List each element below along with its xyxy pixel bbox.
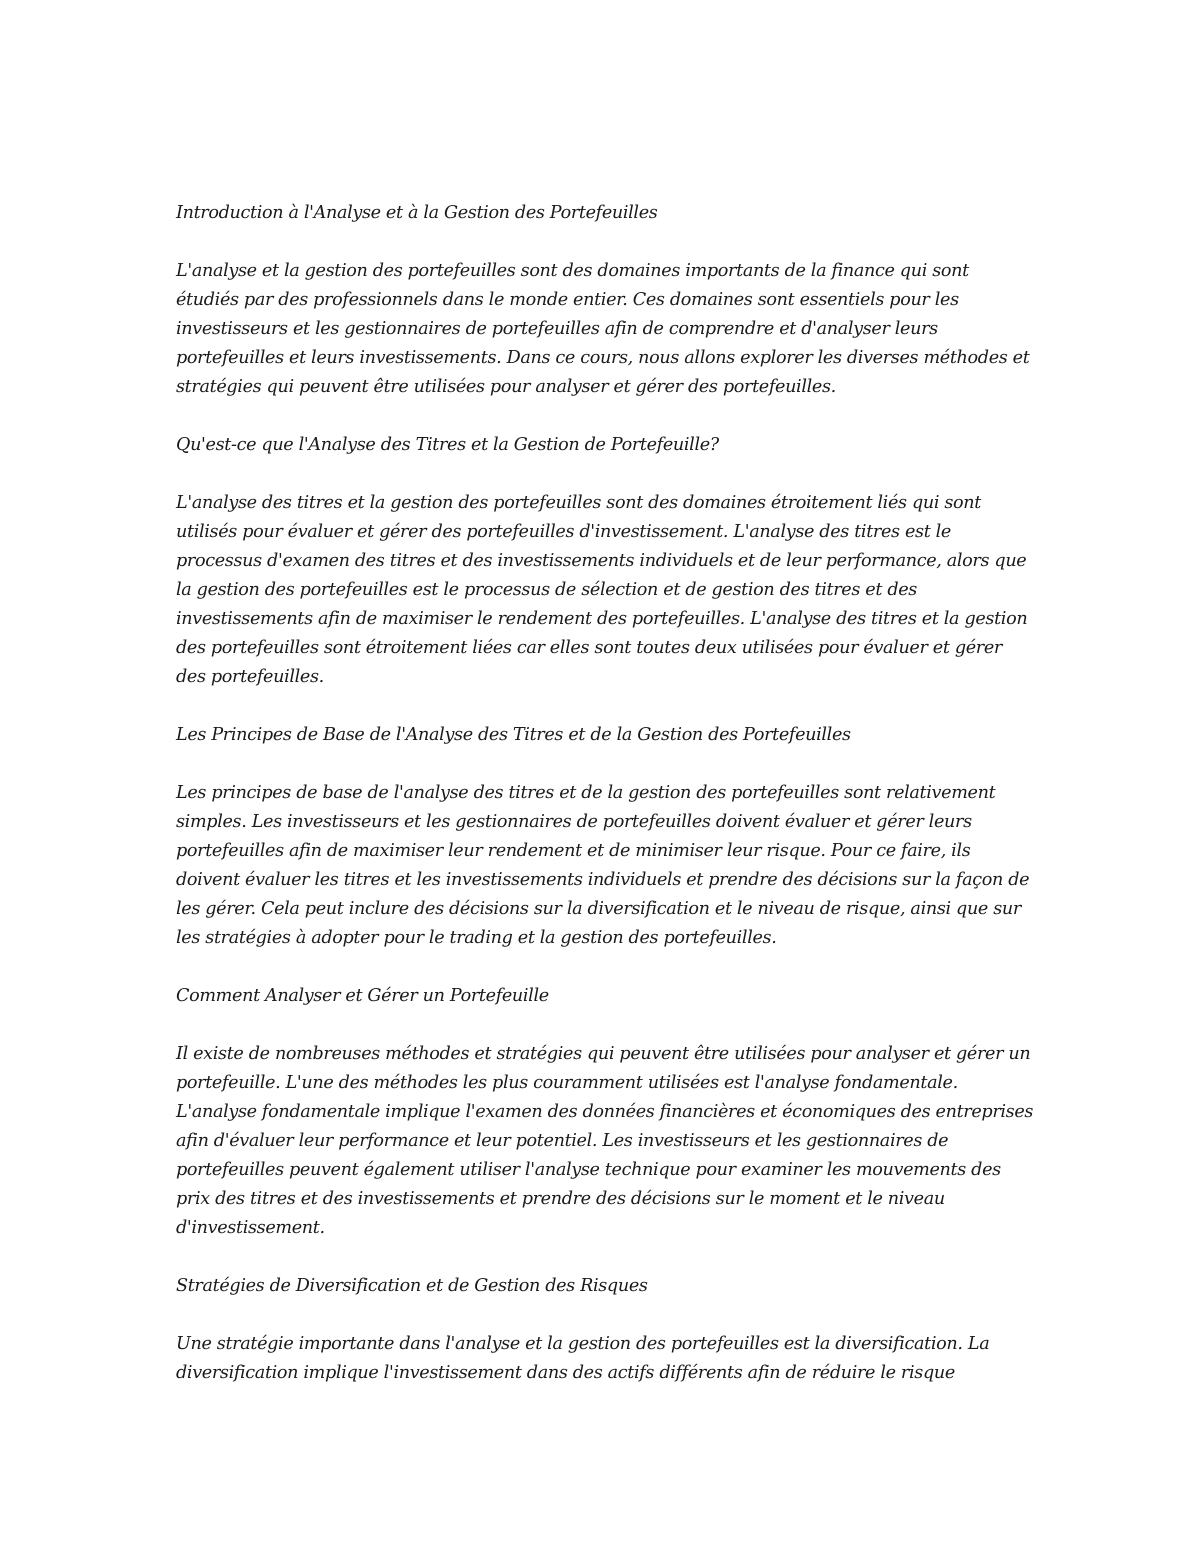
section-heading-diversification: Stratégies de Diversification et de Gestion des Risques bbox=[176, 1276, 648, 1296]
section-paragraph-diversification: Une stratégie importante dans l'analyse et la gestion des portefeuilles est la diversification. La diversification implique l'investissement dans des actifs différents afin de réduire le risque bbox=[176, 1334, 990, 1383]
section-paragraph-how-to: Il existe de nombreuses méthodes et stratégies qui peuvent être utilisées pour analyser et gérer un portefeuille. L'une des méthodes les plus couramment utilisées est l'analyse fondamentale. L'analyse fondamentale implique l'examen des données financières et économiques des entreprises afin d'évaluer leur performance et leur potentiel. Les investisseurs et les gestionnaires de portefeuilles peuvent également utiliser l'analyse technique pour examiner les mouvements des prix des titres et des investissements et prendre des décisions sur le moment et le niveau d'investissement. bbox=[176, 1044, 1034, 1238]
section-heading-how-to: Comment Analyser et Gérer un Portefeuille bbox=[176, 986, 549, 1006]
section-paragraph-introduction: L'analyse et la gestion des portefeuilles sont des domaines importants de la finance qui sont étudiés par des professionnels dans le monde entier. Ces domaines sont essentiels pour les investisseurs et les gestionnaires de portefeuilles afin de comprendre et d'analyser leurs portefeuilles et leurs investissements. Dans ce cours, nous allons explorer les diverses méthodes et stratégies qui peuvent être utilisées pour analyser et gérer des portefeuilles. bbox=[176, 261, 1030, 397]
document-body bbox=[176, 199, 1036, 1417]
section-heading-introduction: Introduction à l'Analyse et à la Gestion des Portefeuilles bbox=[176, 203, 658, 223]
section-heading-definition: Qu'est-ce que l'Analyse des Titres et la Gestion de Portefeuille? bbox=[176, 435, 719, 455]
section-heading-principles: Les Principes de Base de l'Analyse des Titres et de la Gestion des Portefeuilles bbox=[176, 725, 851, 745]
section-paragraph-definition: L'analyse des titres et la gestion des portefeuilles sont des domaines étroitement liés qui sont utilisés pour évaluer et gérer des portefeuilles d'investissement. L'analyse des titres est le processus d'examen des titres et des investissements individuels et de leur performance, alors que la gestion des portefeuilles est le processus de sélection et de gestion des titres et des investissements afin de maximiser le rendement des portefeuilles. L'analyse des titres et la gestion des portefeuilles sont étroitement liées car elles sont toutes deux utilisées pour évaluer et gérer des portefeuilles. bbox=[176, 493, 1028, 687]
section-paragraph-principles: Les principes de base de l'analyse des titres et de la gestion des portefeuilles sont relativement simples. Les investisseurs et les gestionnaires de portefeuilles doivent évaluer et gérer leurs portefeuilles afin de maximiser leur rendement et de minimiser leur risque. Pour ce faire, ils doivent évaluer les titres et les investissements individuels et prendre des décisions sur la façon de les gérer. Cela peut inclure des décisions sur la diversification et le niveau de risque, ainsi que sur les stratégies à adopter pour le trading et la gestion des portefeuilles. bbox=[176, 783, 1030, 948]
